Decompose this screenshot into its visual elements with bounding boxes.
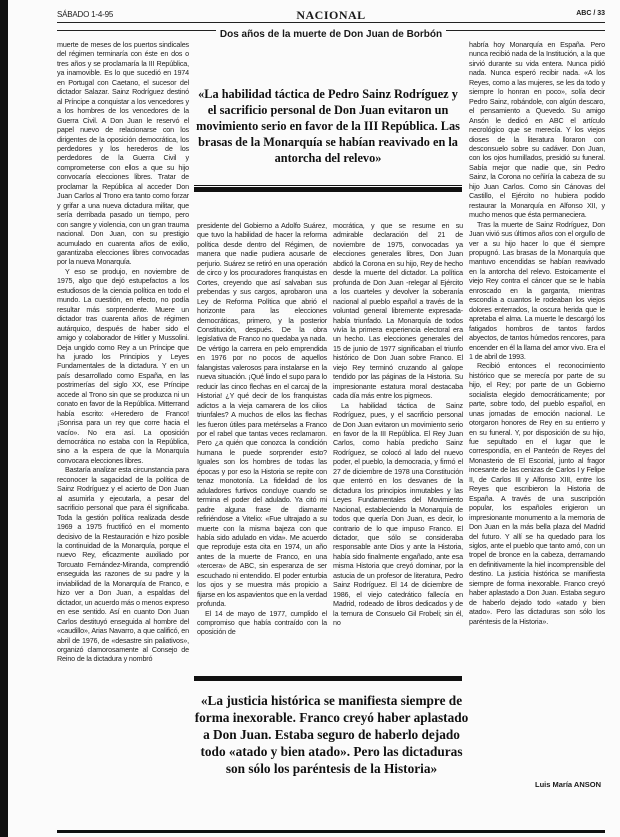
page-date: SÁBADO 1-4-95 [57, 10, 114, 19]
paragraph: Y eso se produjo, en noviembre de 1975, algo que dejó estupefactos a los estudiosos de la ciencia política en todo el mundo. La cuestión, en efecto, no podía resultar más sorprendente. Muere un dictador tras cuarenta años de régimen autárquico, después de haber sido el amigo y colaborador de Hitler y Mussolini. Deja ungido como Rey a un Príncipe que ha jurado los Principios y Leyes Fundamentales de la dictadura. Y en un país desarrollado como España, en las postrimerías del siglo XX, ese Príncipe accede al Trono sin que se produzca ni un conato en favor de la República. Mitterrand había escrito: «Heredero de Franco! ¡Sonrisa para un rey que corre hacia el vacío». No era así. La oposición democrática no estaba con la República, sino a la espera de que la Monarquía convocara elecciones libres. [57, 266, 189, 465]
divider [194, 185, 462, 186]
paragraph: La habilidad táctica de Sainz Rodríguez, pues, y el sacrificio personal de Don Juan evitaron un movimiento serio en favor de la III República. El Rey Juan Carlos, como había predicho Sainz Rodríguez, se colocó al lado del nuevo poder, el pueblo, la democracia, y firmó el 27 de diciembre de 1978 una Constitución que enterró en los desvanes de la dictadura los principios inmutables y las Leyes Fundamentales del Movimiento Nacional, estableciendo la Monarquía de todos que quería Don Juan, es decir, lo contrario de lo que impuso Franco. El dictador, que sólo se consideraba responsable ante Dios y ante la Historia, había sido finalmente engañado, ante esa misma Historia que creyó dominar, por la astucia de un profesor de literatura, Pedro Sainz Rodríguez. El 14 de diciembre de 1986, el viejo catedrático fallecía en Madrid, rodeado de libros dedicados y de la ternura de Consuelo Gil Frobeli; sin él, no [333, 400, 463, 628]
article-column-1 [57, 40, 189, 820]
paragraph: presidente del Gobierno a Adolfo Suárez, que tuvo la habilidad de hacer la reforma política desde dentro del Régimen, de manera que nadie pudiera acusarle de perjurio. Suárez se retiró en una operación de circo y los procuradores franquistas en Cortes, creyendo que así salvaban sus prebendas y sus cargos, aprobaron una Ley de Reforma Política que abrió el horizonte para las elecciones democráticas, primero, y la posterior Constitución, después. De la obra legislativa de Franco no quedaba ya nada. De vértigo la carrera en pelo emprendida en 1976 por no pocos de aquellos falangistas valerosos para instalarse en la nueva situación. ¡Qué lindo el supo para lo reducir las cinco flechas en el carcaj de la Historia! ¿Y qué decir de los franquistas adictos a la vieja camarera de los cilios triunfales? A muchos de ellos las flechas les fueron útiles para metérselas a Franco por el rabel que tantas veces reclamaron. Pero ¿a quién que conozca la condición humana le puede sorprender esto? Iguales son los hombres de todas las épocas y por eso la Historia se repite con tenaz monotonía. La fidelidad de los aduladores furtivos concluye cuando se termina el poder del adulado. Ya citó mi padre alguna frase de diamante refiriéndose a Vitelio: «Fue ultrajado a su muerte con la misma bajeza con que había sido adulado en vida». Me acuerdo que reproduje esta cita en 1974, un año antes de la muerte de Franco, en una «tercera» de ABC, sin esperanza de ser escuchado ni entendido. El poder enturbia los ojos y se muestra más propicio a fijarse en los aspavientos que en la verdad profunda. [197, 221, 327, 609]
article-column-2 [197, 221, 327, 676]
paragraph: Recibió entonces el reconocimiento histórico que se merecía por parte de su hijo, el Rey; por parte de un Gobierno socialista elegido democráticamente; por parte, sobre todo, del pueblo español, en unas jornadas de emoción nacional. Le otorgaron honores de Rey en su entierro y en su funeral. Y, por disposición de su hijo, fue sepultado en el lugar que le correspondía, en el Panteón de Reyes del Monasterio de El Escorial, junto al fragor incesante de las cenizas de Carlos I y Felipe II, de Carlos III y Alfonso XIII, entre los Reyes que escribieron la Historia de España. A través de una suscripción popular, los españoles erigieron un impresionante monumento a la memoria de Don Juan en la más bella plaza del Madrid del futuro. Y allí se ha quedado para los siglos, ante el pueblo que tanto amó, con un tropel de bronce en la cabeza, derramando en definitivamente la hiel incomprensible del destino. La justicia histórica se manifiesta siempre de forma inexorable. Franco creyó haber aplastado a Don Juan. Estaba seguro de haberlo dejado todo «atado y bien atado». Pero las dictaduras son sólo los paréntesis de la Historia». [469, 361, 605, 626]
article-kicker [57, 24, 605, 40]
paragraph: mocrática, y que se resume en su admirable declaración del 21 de noviembre de 1975, convocadas ya elecciones generales libres, Don Juan abdicó la Corona en su hijo, Rey de hecho desde la muerte del dictador. La política profunda de Don Juan -relegar al Ejército a los cuarteles y devolver la soberanía nacional al pueblo español a través de la voluntad general libremente expresada- había triunfado. La Monarquía de todos vivía la primera experiencia electoral era un hecho. Las elecciones generales del 15 de junio de 1977 significaban el triunfo histórico de Don Juan sobre Franco. El viejo Rey terminó cruzando al galope tendido por las páginas de la Historia. Su impresionante estatura moral destacaba cada día más entre los pigmeos. [333, 221, 463, 401]
article-column-3 [333, 221, 463, 676]
section-title: NACIONAL [296, 8, 366, 22]
pull-quote-top: «La habilidad táctica de Pedro Sainz Rodríguez y el sacrificio personal de Don Juan evitaron un movimiento serio en favor de la III República. Las brasas de la Monarquía se habían reavivado en la antorcha del relevo» [196, 87, 460, 165]
scan-edge [0, 0, 8, 837]
page-number: ABC / 33 [576, 10, 605, 17]
article-column-4 [469, 40, 605, 785]
author-signature: Luis María ANSON [535, 780, 601, 789]
paragraph: habría hoy Monarquía en España. Pero nunca recibió nada de la Institución, a la que sirvió durante su vida entera. Nunca pidió nada. Nunca esperó recibir nada. «A los Reyes, como a las mujeres, se les da todo y siempre lo honran en poco», solía decir Pedro Sainz, robándole, con algún descaro, el pensamiento a Quevedo. Su amigo Ansón le dedicó en ABC el artículo necrológico que se merecía. Y los viejos dioses de la literatura lloraron con desconsuelo sobre su cadáver. Don Juan, con los ojos humillados, presidió su funeral. Sabía mejor que nadie que, sin Pedro Sainz, la Corona no ceñiría la cabeza de su hijo Juan Carlos. Como sin Cánovas del Castillo, el Ejército no hubiera podido restaurar la Monarquía en Alfonso XII, y mucho menos que ésta permaneciera. [469, 40, 605, 220]
paragraph: El 14 de mayo de 1977, cumplido el compromiso que había contraído con la oposición de [197, 608, 327, 637]
pull-quote-bottom: «La justicia histórica se manifiesta siempre de forma inexorable. Franco creyó haber aplastado a Don Juan. Estaba seguro de haberlo dejado todo «atado y bien atado». Pero las dictaduras son sólo los paréntesis de la Historia» [194, 693, 469, 776]
page-header [57, 8, 605, 23]
divider [194, 676, 462, 681]
bottom-rule [57, 830, 605, 833]
paragraph: muerte de meses de los puertos sindicales del régimen terminaría con éste en dos o tres años y se proclamaría la III República, ya inamovible. Es lo que sucedió en 1974 en Portugal con Caetano, el sucesor del dictador Salazar. Sainz Rodríguez destinó al Príncipe a conquistar a los vencedores y a los hombres de los vencedores de la Guerra Civil. A Don Juan le reservó el papel nuevo de relacionarse con los dirigentes de la oposición democrática, los perdedores y los herederos de los perdedores de la Guerra Civil y comprometerse con ellos a que su hijo convocaría elecciones libres. Tratar de proclamar la República al acceder Don Juan Carlos al Trono era tanto como forzar y grifar a una nueva dictadura militar, que sería derribada pasado un tiempo, pero con sangre y violencia, con un gran trauma nacional. Don Juan, con su prestigio acumulado en cuarenta años de exilio, garantizaba elecciones libres convocadas por la nueva Monarquía. [57, 40, 189, 267]
paragraph: Tras la muerte de Sainz Rodríguez, Don Juan vivió sus últimos años con el orgullo de ver a su hijo hacer lo que él siempre propugnó. Las brasas de la Monarquía que mantuvo encendidas se habían reavivado en la antorcha del relevo. Estoicamente el viejo Rey contra el cáncer que se le había enroscado en la garganta, mientras escondía a cuantos le rodeaban los viejos dolores enterrados, la oscura herida que le apretaba el alma. La muerte le descargó los fatigados hombros de tantos fardos abyectos, de tantos húmedos rencores, para encender en él la llama del amor vivo. Era el 1 de abril de 1993. [469, 219, 605, 361]
kicker-text: Dos años de la muerte de Don Juan de Borbón [216, 29, 446, 40]
divider [194, 187, 462, 192]
paragraph: Bastaría analizar esta circunstancia para reconocer la sagacidad de la política de Sainz Rodríguez y el acierto de Don Juan al asumirla y ejecutarla, a pesar del sacrificio personal que para él significaba. Toda la gestión política realizada desde 1969 a 1975 fructificó en el momento decisivo de la Restauración e hizo posible la continuidad de la Monarquía, porque el nuevo Rey, eficazmente auxiliado por Torcuato Fernández-Miranda, comprendió enseguida las razones de su padre y la inviabilidad de la Monarquía de Franco, e hizo ver a Don Juan, a espaldas del dictador, un acuerdo más o menos expreso en ese sentido. Así en cuanto Don Juan Carlos destituyó enseguida al hombre del «caudillo», Arias Navarro, a que calificó, en abril de 1976, de «desastre sin paliativos», organizó clamorosamente al Consejo de Reino de la dictadura y nombró [57, 465, 189, 664]
